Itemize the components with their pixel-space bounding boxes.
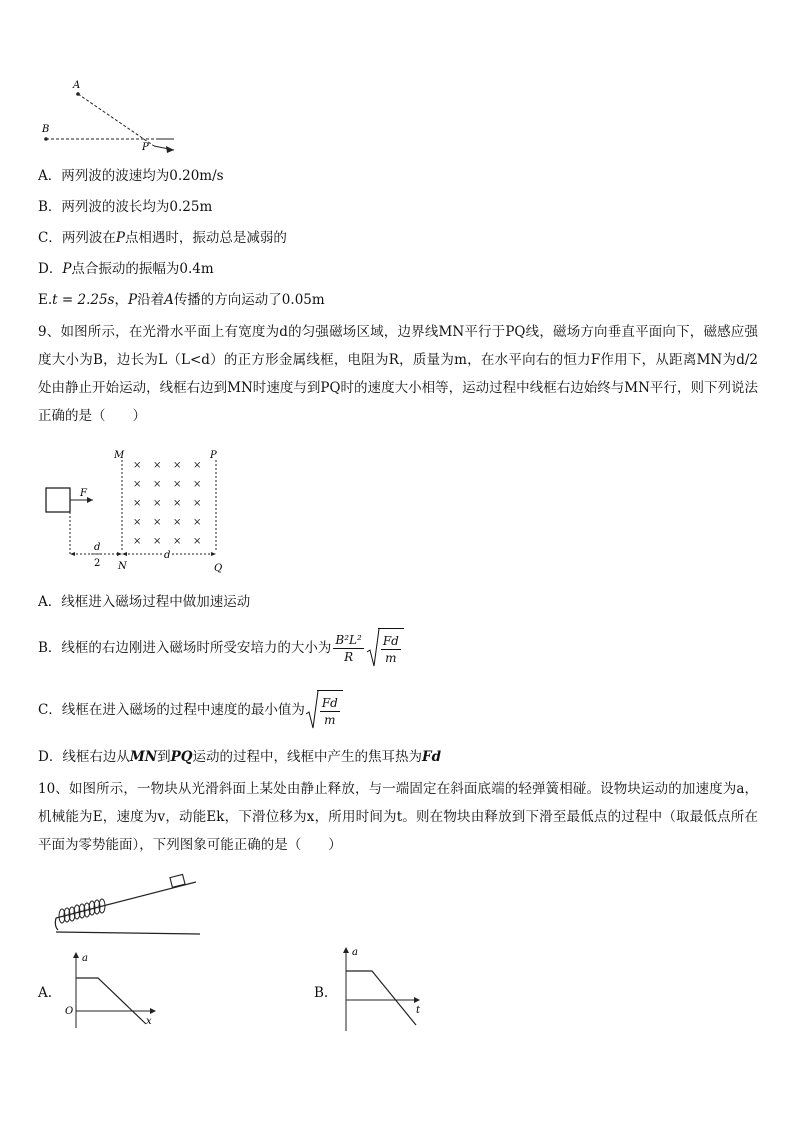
label-p2: P <box>210 450 217 461</box>
graph-a-curve <box>76 978 146 1024</box>
q9-stem: 9、如图所示，在光滑水平面上有宽度为d的匀强磁场区域，边界线MN平行于PQ线，磁场方向垂直平面向下，磁感应强度大小为B，边长为L（L<d）的正方形金属线框，电阻为R，质量为m，在水平向右的恒力F作用下，从距离MN为d/2处由静止开始运动，线框右边到MN时速度与到PQ时的速度大小相等，运动过程中线框右边始终与MN平行，则下列说法正确的是（ ） <box>38 324 758 424</box>
label-f: F <box>80 488 87 499</box>
q9-b-num: B²L² <box>335 633 362 647</box>
svg-text:×: × <box>173 479 182 490</box>
wire-frame <box>46 488 70 512</box>
q10-option-a-label: A. <box>38 985 53 1001</box>
q8-e-var2: A <box>164 292 174 308</box>
svg-text:×: × <box>153 498 162 509</box>
svg-text:×: × <box>193 517 202 528</box>
q8-c-post: 点相遇时，振动总是减弱的 <box>124 230 287 246</box>
svg-text:×: × <box>153 460 162 471</box>
q8-d-pre: D． <box>38 261 63 277</box>
graph-b-xlabel: t <box>416 1005 421 1016</box>
field-crosses <box>133 460 201 547</box>
q9-d-post: 运动的过程中，线框中产生的焦耳热为 <box>192 749 423 765</box>
q8-option-a: A．两列波的波速均为0.20m/s <box>38 168 224 184</box>
graph-a-origin: O <box>65 1006 74 1017</box>
q8-e-post: 传播的方向运动了0.05m <box>173 292 325 308</box>
q8-option-e <box>38 290 325 310</box>
q9-d-v1: MN <box>129 749 158 765</box>
svg-text:×: × <box>133 460 142 471</box>
q10-option-b-label: B. <box>314 985 329 1001</box>
svg-text:×: × <box>193 498 202 509</box>
q9-d-mid: 到 <box>157 749 171 765</box>
svg-text:×: × <box>173 517 182 528</box>
q8-c-var: P <box>115 230 125 246</box>
q9-c-rad-num: Fd <box>321 696 338 710</box>
label-q: Q <box>214 563 223 574</box>
graph-a-ylabel: a <box>82 953 88 964</box>
q8-c-pre: C．两列波在 <box>38 230 116 246</box>
label-p: P <box>142 142 149 153</box>
q9-d-v2: PQ <box>170 749 193 765</box>
label-n: N <box>118 561 127 572</box>
q10-stem: 10、如图所示，一物块从光滑斜面上某处由静止释放，与一端固定在斜面底端的轻弹簧相碰。设物块运动的加速度为a，机械能为E，速度为v，动能Ek，下滑位移为x，所用时间为t。则在物块由释放到下滑至最低点的过程中（取最低点所在平面为零势能面），下列图象可能正确的是（ ） <box>38 781 758 853</box>
svg-text:×: × <box>173 536 182 547</box>
q9-d-v3: Fd <box>422 749 442 765</box>
graph-b <box>336 943 436 1033</box>
q8-e-var: P <box>127 292 138 308</box>
svg-text:×: × <box>133 498 142 509</box>
label-d-num: d <box>94 542 101 553</box>
svg-text:×: × <box>133 536 142 547</box>
q9-b-sqrt <box>366 628 404 669</box>
q9-option-a: A．线框进入磁场过程中做加速运动 <box>38 594 251 610</box>
q9-option-d <box>38 747 441 767</box>
q9-option-b <box>38 628 404 669</box>
svg-text:×: × <box>193 536 202 547</box>
q8-e-pre: E. <box>38 292 53 308</box>
q8-option-c <box>38 228 287 248</box>
wave-figure <box>38 78 188 154</box>
q8-e-mid2: 沿着 <box>137 292 165 308</box>
svg-text:×: × <box>133 479 142 490</box>
svg-text:×: × <box>153 536 162 547</box>
label-d-den: 2 <box>94 558 101 569</box>
q8-e-eq: t = 2.25s <box>52 292 115 308</box>
q9-b-rad-num: Fd <box>382 634 399 648</box>
q8-d-var: P <box>62 261 72 277</box>
label-b: B <box>42 124 50 135</box>
svg-text:×: × <box>133 517 142 528</box>
incline-spring-figure <box>48 870 208 940</box>
q9-b-rad-den: m <box>385 651 397 665</box>
q8-option-d <box>38 259 214 279</box>
svg-text:×: × <box>173 498 182 509</box>
label-a: A <box>73 80 81 91</box>
label-d: d <box>164 550 171 561</box>
label-m: M <box>114 450 125 461</box>
q9-c-rad-den: m <box>324 713 336 727</box>
q9-b-den: R <box>344 650 354 664</box>
svg-text:×: × <box>173 460 182 471</box>
svg-text:×: × <box>193 479 202 490</box>
svg-text:×: × <box>193 460 202 471</box>
q9-option-c <box>38 690 343 731</box>
q9-b-frac <box>333 632 363 665</box>
svg-text:×: × <box>153 479 162 490</box>
q9-c-pre: C．线框在进入磁场的过程中速度的最小值为 <box>38 702 305 718</box>
q9-c-sqrt <box>305 690 343 731</box>
graph-b-ylabel: a <box>352 947 358 958</box>
q9-b-pre: B．线框的右边刚进入磁场时所受安培力的大小为 <box>38 640 332 656</box>
graph-a-xlabel: x <box>146 1016 152 1027</box>
magnetic-field-figure <box>38 446 238 576</box>
q9-d-pre: D．线框右边从 <box>38 749 130 765</box>
svg-text:×: × <box>153 517 162 528</box>
q8-d-post: 点合振动的振幅为0.4m <box>71 261 214 277</box>
q8-e-mid: ， <box>114 292 128 308</box>
graph-b-curve <box>346 971 416 1025</box>
graph-a <box>64 950 164 1030</box>
q8-option-b: B．两列波的波长均为0.25m <box>38 199 213 215</box>
